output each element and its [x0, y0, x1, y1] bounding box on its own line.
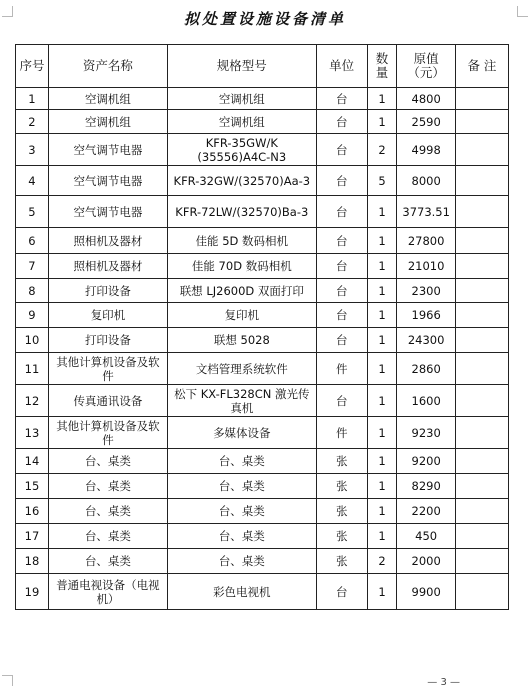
- table-row: [16, 449, 509, 474]
- cell-quantity: 1: [367, 88, 397, 110]
- cell-unit: 台: [316, 385, 367, 417]
- cell-serial-number: 16: [16, 499, 49, 524]
- cell-remarks: [455, 166, 508, 196]
- cell-remarks: [455, 385, 508, 417]
- cell-specification: KFR-35GW/K (35556)A4C-N3: [167, 134, 316, 166]
- cell-asset-name: 空调机组: [48, 110, 167, 134]
- cell-specification: 多媒体设备: [167, 417, 316, 449]
- cell-original-value: 8000: [397, 166, 455, 196]
- cell-specification: 文档管理系统软件: [167, 353, 316, 385]
- cell-asset-name: 传真通讯设备: [48, 385, 167, 417]
- cell-unit: 台: [316, 88, 367, 110]
- cell-original-value: 2590: [397, 110, 455, 134]
- cell-specification: 空调机组: [167, 88, 316, 110]
- cell-unit: 张: [316, 449, 367, 474]
- table-row: [16, 385, 509, 417]
- cell-specification: 复印机: [167, 303, 316, 328]
- cell-specification: 空调机组: [167, 110, 316, 134]
- cell-unit: 台: [316, 279, 367, 303]
- cell-asset-name: 台、桌类: [48, 499, 167, 524]
- asset-disposal-table: [15, 44, 509, 610]
- cell-specification: KFR-72LW/(32570)Ba-3: [167, 196, 316, 228]
- cell-remarks: [455, 417, 508, 449]
- cell-serial-number: 19: [16, 574, 49, 610]
- cell-asset-name: 复印机: [48, 303, 167, 328]
- cell-serial-number: 5: [16, 196, 49, 228]
- cell-asset-name: 其他计算机设备及软件: [48, 417, 167, 449]
- cell-asset-name: 其他计算机设备及软件: [48, 353, 167, 385]
- cell-serial-number: 1: [16, 88, 49, 110]
- cell-quantity: 2: [367, 134, 397, 166]
- cell-remarks: [455, 499, 508, 524]
- cell-quantity: 1: [367, 449, 397, 474]
- table-row: [16, 474, 509, 499]
- cell-unit: 台: [316, 303, 367, 328]
- cell-unit: 台: [316, 196, 367, 228]
- cell-specification: 彩色电视机: [167, 574, 316, 610]
- cell-remarks: [455, 524, 508, 549]
- cell-quantity: 1: [367, 474, 397, 499]
- header-asset-name: 资产名称: [48, 45, 167, 88]
- cell-unit: 张: [316, 499, 367, 524]
- cell-specification: 松下 KX-FL328CN 激光传真机: [167, 385, 316, 417]
- cell-specification: 联想 5028: [167, 328, 316, 353]
- cell-quantity: 2: [367, 549, 397, 574]
- cell-unit: 台: [316, 228, 367, 254]
- crop-mark-bottom-left: [2, 675, 13, 686]
- cell-asset-name: 普通电视设备（电视机）: [48, 574, 167, 610]
- header-quantity: 数量: [367, 45, 397, 88]
- cell-original-value: 3773.51: [397, 196, 455, 228]
- cell-serial-number: 8: [16, 279, 49, 303]
- cell-asset-name: 台、桌类: [48, 474, 167, 499]
- cell-unit: 张: [316, 549, 367, 574]
- cell-specification: 联想 LJ2600D 双面打印: [167, 279, 316, 303]
- cell-asset-name: 台、桌类: [48, 524, 167, 549]
- cell-original-value: 1600: [397, 385, 455, 417]
- cell-quantity: 1: [367, 110, 397, 134]
- cell-original-value: 9200: [397, 449, 455, 474]
- cell-asset-name: 空气调节电器: [48, 134, 167, 166]
- cell-original-value: 24300: [397, 328, 455, 353]
- cell-unit: 台: [316, 328, 367, 353]
- cell-remarks: [455, 254, 508, 279]
- cell-remarks: [455, 353, 508, 385]
- cell-quantity: 1: [367, 417, 397, 449]
- cell-unit: 台: [316, 574, 367, 610]
- cell-serial-number: 3: [16, 134, 49, 166]
- cell-specification: 台、桌类: [167, 549, 316, 574]
- cell-unit: 台: [316, 134, 367, 166]
- cell-original-value: 8290: [397, 474, 455, 499]
- cell-quantity: 1: [367, 303, 397, 328]
- cell-quantity: 1: [367, 228, 397, 254]
- cell-remarks: [455, 328, 508, 353]
- cell-remarks: [455, 449, 508, 474]
- cell-quantity: 1: [367, 328, 397, 353]
- table-row: [16, 228, 509, 254]
- cell-serial-number: 9: [16, 303, 49, 328]
- cell-quantity: 1: [367, 196, 397, 228]
- table-row: [16, 328, 509, 353]
- cell-specification: 台、桌类: [167, 524, 316, 549]
- cell-original-value: 27800: [397, 228, 455, 254]
- cell-quantity: 1: [367, 574, 397, 610]
- cell-original-value: 1966: [397, 303, 455, 328]
- cell-serial-number: 18: [16, 549, 49, 574]
- cell-serial-number: 2: [16, 110, 49, 134]
- cell-specification: 台、桌类: [167, 474, 316, 499]
- cell-remarks: [455, 88, 508, 110]
- cell-unit: 台: [316, 110, 367, 134]
- cell-original-value: 2000: [397, 549, 455, 574]
- cell-quantity: 1: [367, 279, 397, 303]
- header-serial-number: 序号: [16, 45, 49, 88]
- cell-specification: 台、桌类: [167, 449, 316, 474]
- table-row: [16, 499, 509, 524]
- cell-asset-name: 照相机及器材: [48, 228, 167, 254]
- cell-remarks: [455, 279, 508, 303]
- cell-asset-name: 空气调节电器: [48, 196, 167, 228]
- header-remarks: 备 注: [455, 45, 508, 88]
- cell-original-value: 2860: [397, 353, 455, 385]
- table-row: [16, 88, 509, 110]
- cell-remarks: [455, 549, 508, 574]
- header-original-value: 原值（元）: [397, 45, 455, 88]
- table-header-row: [16, 45, 509, 88]
- cell-unit: 张: [316, 474, 367, 499]
- cell-quantity: 1: [367, 353, 397, 385]
- cell-quantity: 5: [367, 166, 397, 196]
- table-row: [16, 353, 509, 385]
- cell-original-value: 9230: [397, 417, 455, 449]
- cell-original-value: 4998: [397, 134, 455, 166]
- cell-serial-number: 15: [16, 474, 49, 499]
- cell-specification: KFR-32GW/(32570)Aa-3: [167, 166, 316, 196]
- cell-specification: 台、桌类: [167, 499, 316, 524]
- cell-serial-number: 17: [16, 524, 49, 549]
- cell-original-value: 2200: [397, 499, 455, 524]
- table-row: [16, 303, 509, 328]
- cell-serial-number: 11: [16, 353, 49, 385]
- cell-original-value: 2300: [397, 279, 455, 303]
- cell-original-value: 9900: [397, 574, 455, 610]
- cell-quantity: 1: [367, 524, 397, 549]
- table-row: [16, 166, 509, 196]
- cell-asset-name: 空调机组: [48, 88, 167, 110]
- table-row: [16, 279, 509, 303]
- table-row: [16, 574, 509, 610]
- cell-unit: 台: [316, 166, 367, 196]
- header-unit: 单位: [316, 45, 367, 88]
- header-specification: 规格型号: [167, 45, 316, 88]
- cell-asset-name: 打印设备: [48, 328, 167, 353]
- table-row: [16, 254, 509, 279]
- table-row: [16, 549, 509, 574]
- table-body: [16, 88, 509, 610]
- table-row: [16, 417, 509, 449]
- cell-serial-number: 14: [16, 449, 49, 474]
- document-title: 拟处置设施设备清单: [183, 10, 346, 28]
- cell-remarks: [455, 228, 508, 254]
- cell-unit: 张: [316, 524, 367, 549]
- cell-serial-number: 7: [16, 254, 49, 279]
- cell-specification: 佳能 5D 数码相机: [167, 228, 316, 254]
- cell-remarks: [455, 474, 508, 499]
- cell-remarks: [455, 110, 508, 134]
- cell-serial-number: 4: [16, 166, 49, 196]
- table-row: [16, 196, 509, 228]
- cell-remarks: [455, 574, 508, 610]
- cell-asset-name: 照相机及器材: [48, 254, 167, 279]
- cell-quantity: 1: [367, 254, 397, 279]
- cell-unit: 件: [316, 353, 367, 385]
- cell-unit: 台: [316, 254, 367, 279]
- table-row: [16, 524, 509, 549]
- cell-original-value: 450: [397, 524, 455, 549]
- cell-serial-number: 10: [16, 328, 49, 353]
- cell-asset-name: 台、桌类: [48, 549, 167, 574]
- cell-serial-number: 12: [16, 385, 49, 417]
- cell-asset-name: 空气调节电器: [48, 166, 167, 196]
- cell-remarks: [455, 303, 508, 328]
- table-row: [16, 134, 509, 166]
- cell-specification: 佳能 70D 数码相机: [167, 254, 316, 279]
- cell-unit: 件: [316, 417, 367, 449]
- cell-asset-name: 台、桌类: [48, 449, 167, 474]
- cell-quantity: 1: [367, 385, 397, 417]
- cell-remarks: [455, 196, 508, 228]
- page-number: — 3 —: [427, 677, 460, 688]
- cell-asset-name: 打印设备: [48, 279, 167, 303]
- cell-serial-number: 13: [16, 417, 49, 449]
- cell-original-value: 21010: [397, 254, 455, 279]
- cell-quantity: 1: [367, 499, 397, 524]
- table-row: [16, 110, 509, 134]
- cell-serial-number: 6: [16, 228, 49, 254]
- cell-original-value: 4800: [397, 88, 455, 110]
- cell-remarks: [455, 134, 508, 166]
